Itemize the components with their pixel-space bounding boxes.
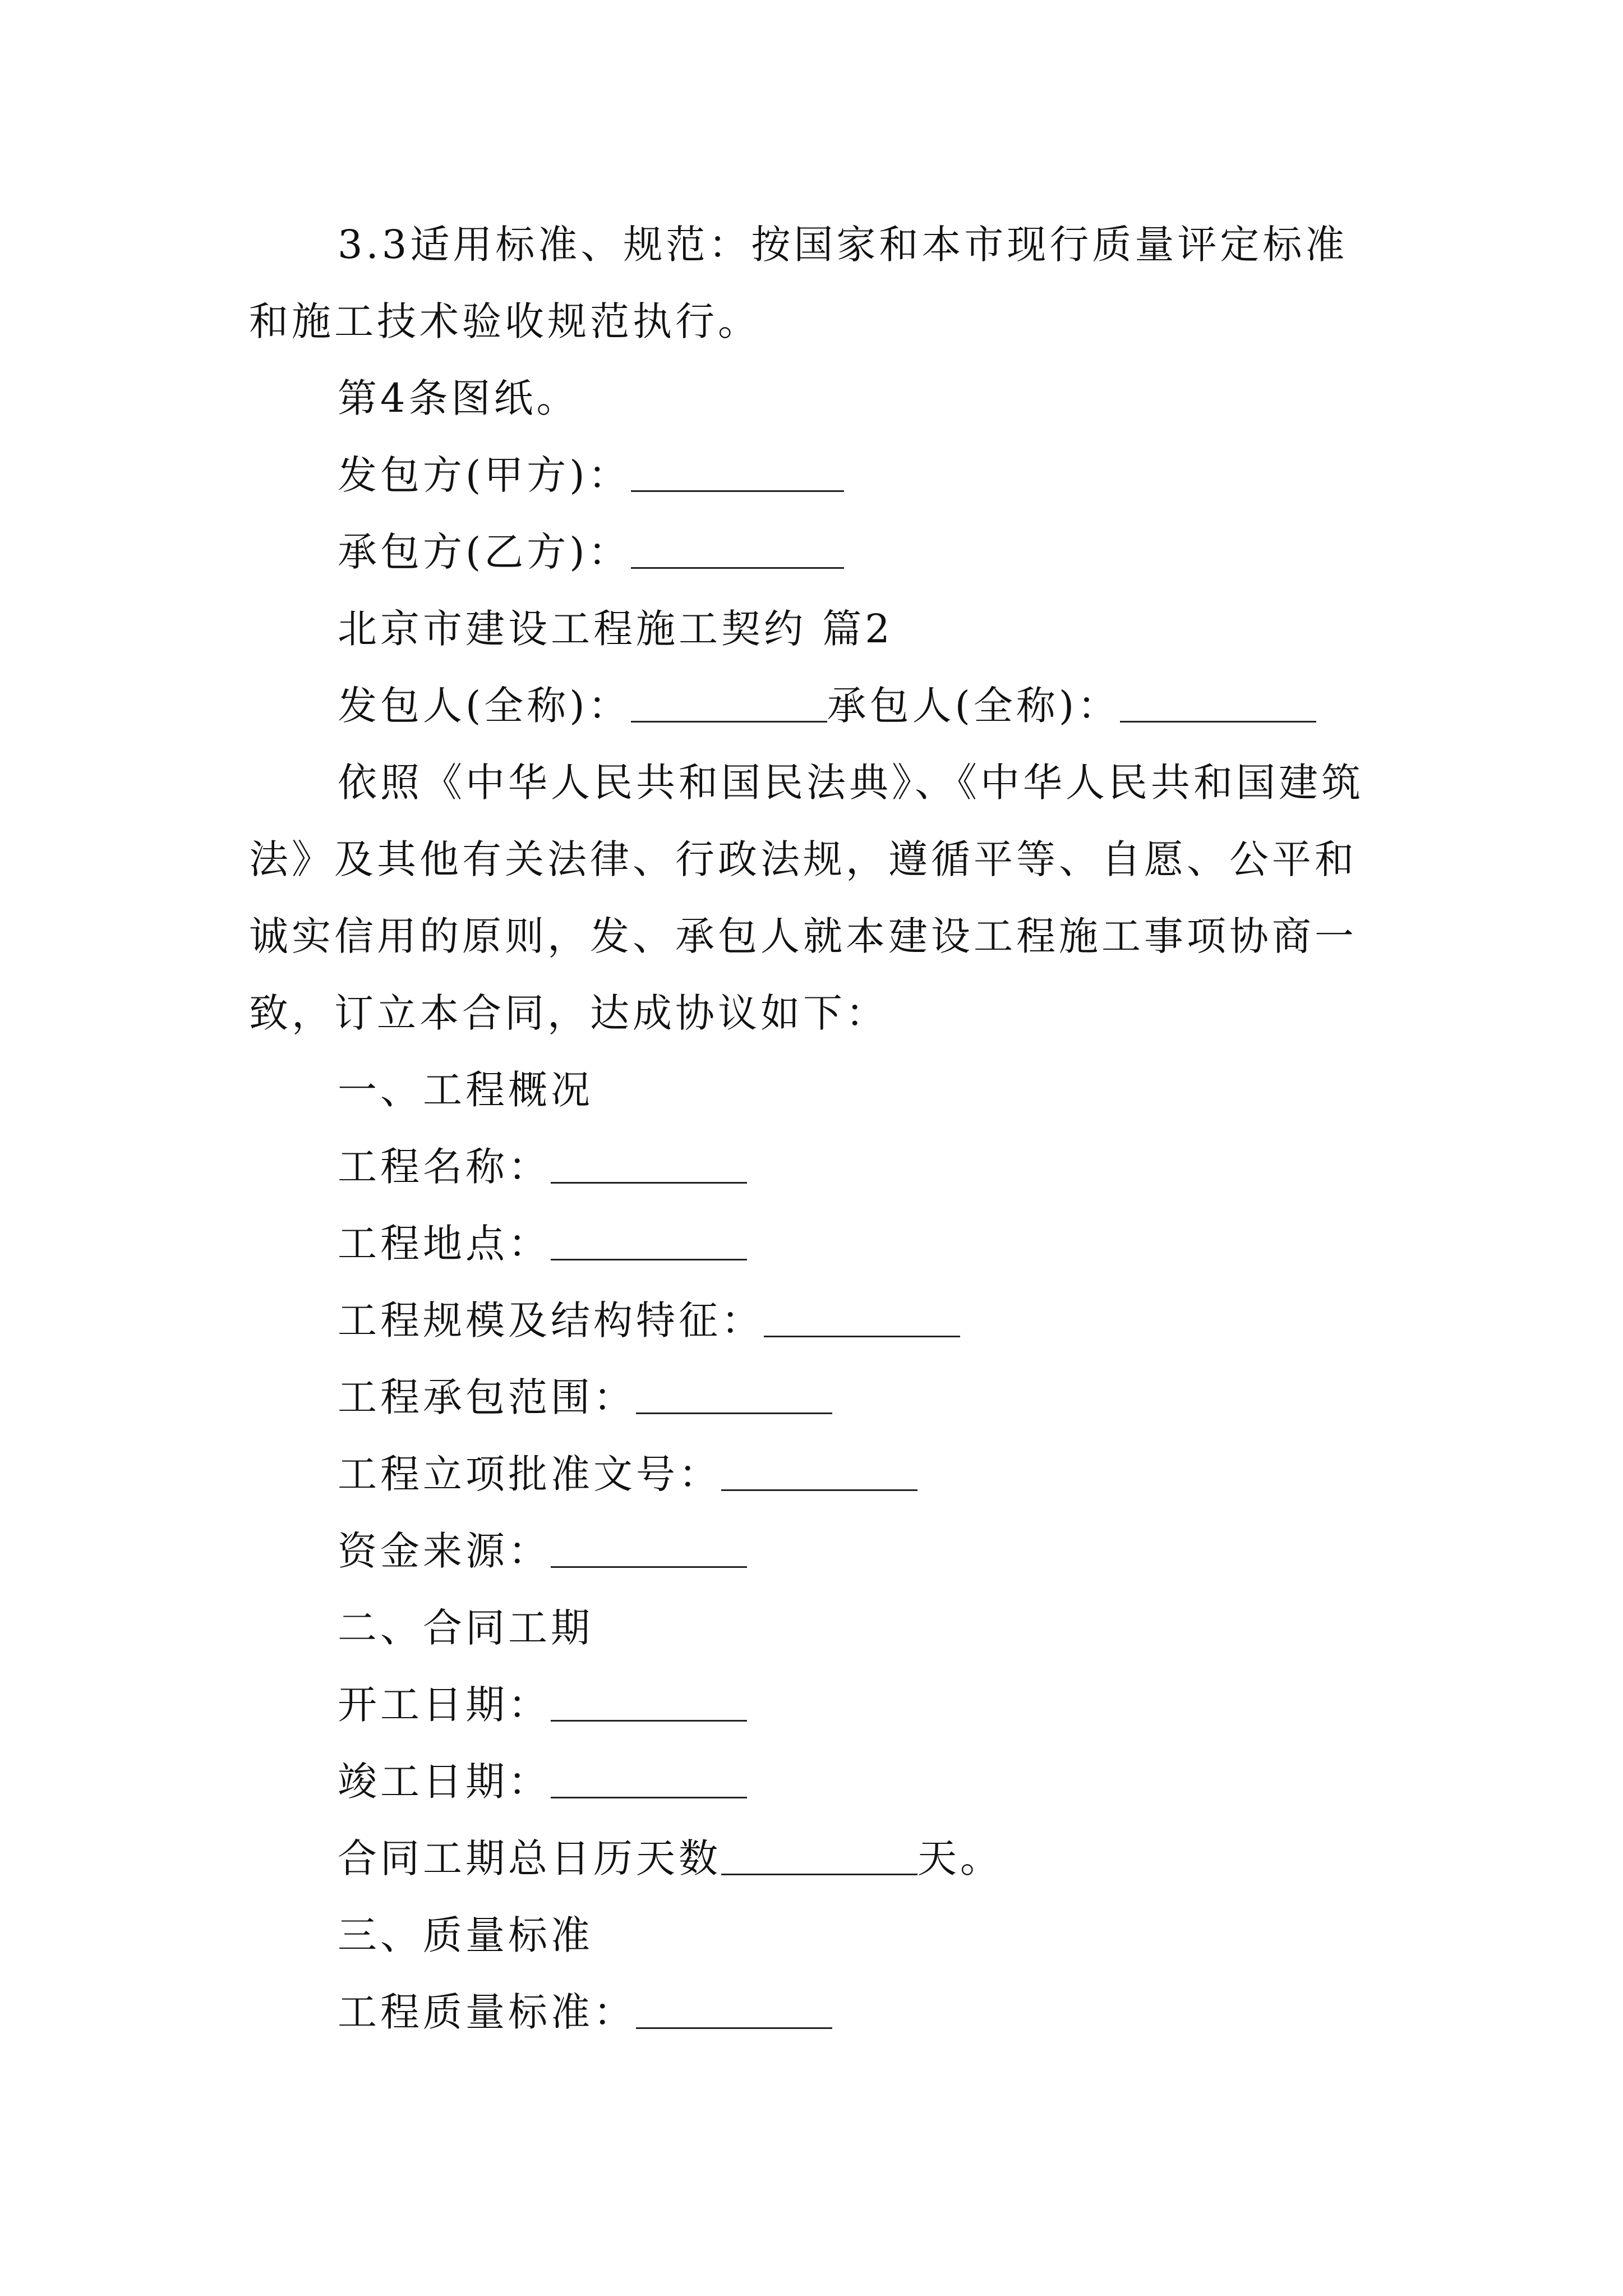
- field-label: 工程立项批准文号：: [338, 1451, 721, 1497]
- text: 三、质量标准: [338, 1912, 593, 1958]
- project-scale-blank: [764, 1302, 960, 1337]
- article-4-heading: [249, 360, 1387, 437]
- contract-scope-blank: [636, 1379, 832, 1414]
- contract-scope-line: [249, 1359, 1387, 1436]
- field-label: 发包方(甲方)：: [338, 452, 631, 498]
- document-body: [249, 206, 1387, 2051]
- project-location-line: [249, 1205, 1387, 1282]
- paragraph-3-3-line-2: [249, 283, 1387, 360]
- approval-number-blank: [721, 1456, 917, 1491]
- field-label: 竣工日期：: [338, 1759, 551, 1805]
- field-label: 工程规模及结构特征：: [338, 1297, 764, 1343]
- preamble-line-4: [249, 975, 1387, 1052]
- field-label: 承包人(全称)：: [827, 683, 1121, 729]
- field-label: 发包人(全称)：: [338, 683, 631, 729]
- field-label: 工程承包范围：: [338, 1374, 636, 1420]
- quality-standard-blank: [636, 1994, 832, 2029]
- start-date-line: [249, 1667, 1387, 1743]
- party-a-blank: [631, 457, 844, 492]
- start-date-blank: [551, 1686, 747, 1722]
- text: 二、合同工期: [338, 1605, 593, 1651]
- text: 诚实信用的原则，发、承包人就本建设工程施工事项协商一: [249, 913, 1357, 959]
- field-label: 工程地点：: [338, 1221, 551, 1267]
- text: 第4条图纸。: [338, 375, 579, 421]
- total-days-blank: [721, 1840, 917, 1875]
- completion-date-line: [249, 1743, 1387, 1820]
- section-title: [249, 591, 1387, 668]
- field-label: 工程名称：: [338, 1144, 551, 1190]
- project-scale-line: [249, 1282, 1387, 1359]
- text: 和施工技术验收规范执行。: [249, 298, 760, 344]
- paragraph-3-3-line-1: [249, 206, 1387, 283]
- preamble-line-2: [249, 821, 1387, 898]
- completion-date-blank: [551, 1763, 747, 1798]
- total-days-line: [249, 1820, 1387, 1897]
- text: 3.3适用标准、规范：按国家和本市现行质量评定标准: [338, 222, 1348, 268]
- field-label: 承包方(乙方)：: [338, 529, 631, 575]
- quality-standard-line: [249, 1974, 1387, 2051]
- funding-source-blank: [551, 1533, 747, 1568]
- project-location-blank: [551, 1225, 747, 1260]
- field-label: 合同工期总日历天数: [338, 1835, 721, 1881]
- field-label: 开工日期：: [338, 1682, 551, 1728]
- field-suffix: 天。: [917, 1835, 1003, 1881]
- approval-number-line: [249, 1436, 1387, 1513]
- preamble-line-3: [249, 898, 1387, 975]
- contractor-blank: [1120, 687, 1316, 723]
- project-name-line: [249, 1129, 1387, 1205]
- funding-source-line: [249, 1513, 1387, 1590]
- party-b-blank: [631, 533, 844, 569]
- field-label: 资金来源：: [338, 1528, 551, 1574]
- preamble-line-1: [249, 744, 1387, 821]
- parties-line: [249, 668, 1387, 744]
- employer-blank: [631, 687, 827, 723]
- party-b-line: [249, 514, 1387, 591]
- text: 北京市建设工程施工契约 篇2: [338, 606, 893, 652]
- heading-contract-period: [249, 1590, 1387, 1667]
- party-a-line: [249, 437, 1387, 514]
- text: 一、工程概况: [338, 1067, 593, 1113]
- heading-quality-standard: [249, 1897, 1387, 1974]
- text: 依照《中华人民共和国民法典》、《中华人民共和国建筑: [338, 760, 1364, 806]
- field-label: 工程质量标准：: [338, 1989, 636, 2035]
- text: 致，订立本合同，达成协议如下：: [249, 990, 888, 1036]
- heading-project-overview: [249, 1052, 1387, 1129]
- text: 法》及其他有关法律、行政法规，遵循平等、自愿、公平和: [249, 836, 1357, 882]
- project-name-blank: [551, 1148, 747, 1184]
